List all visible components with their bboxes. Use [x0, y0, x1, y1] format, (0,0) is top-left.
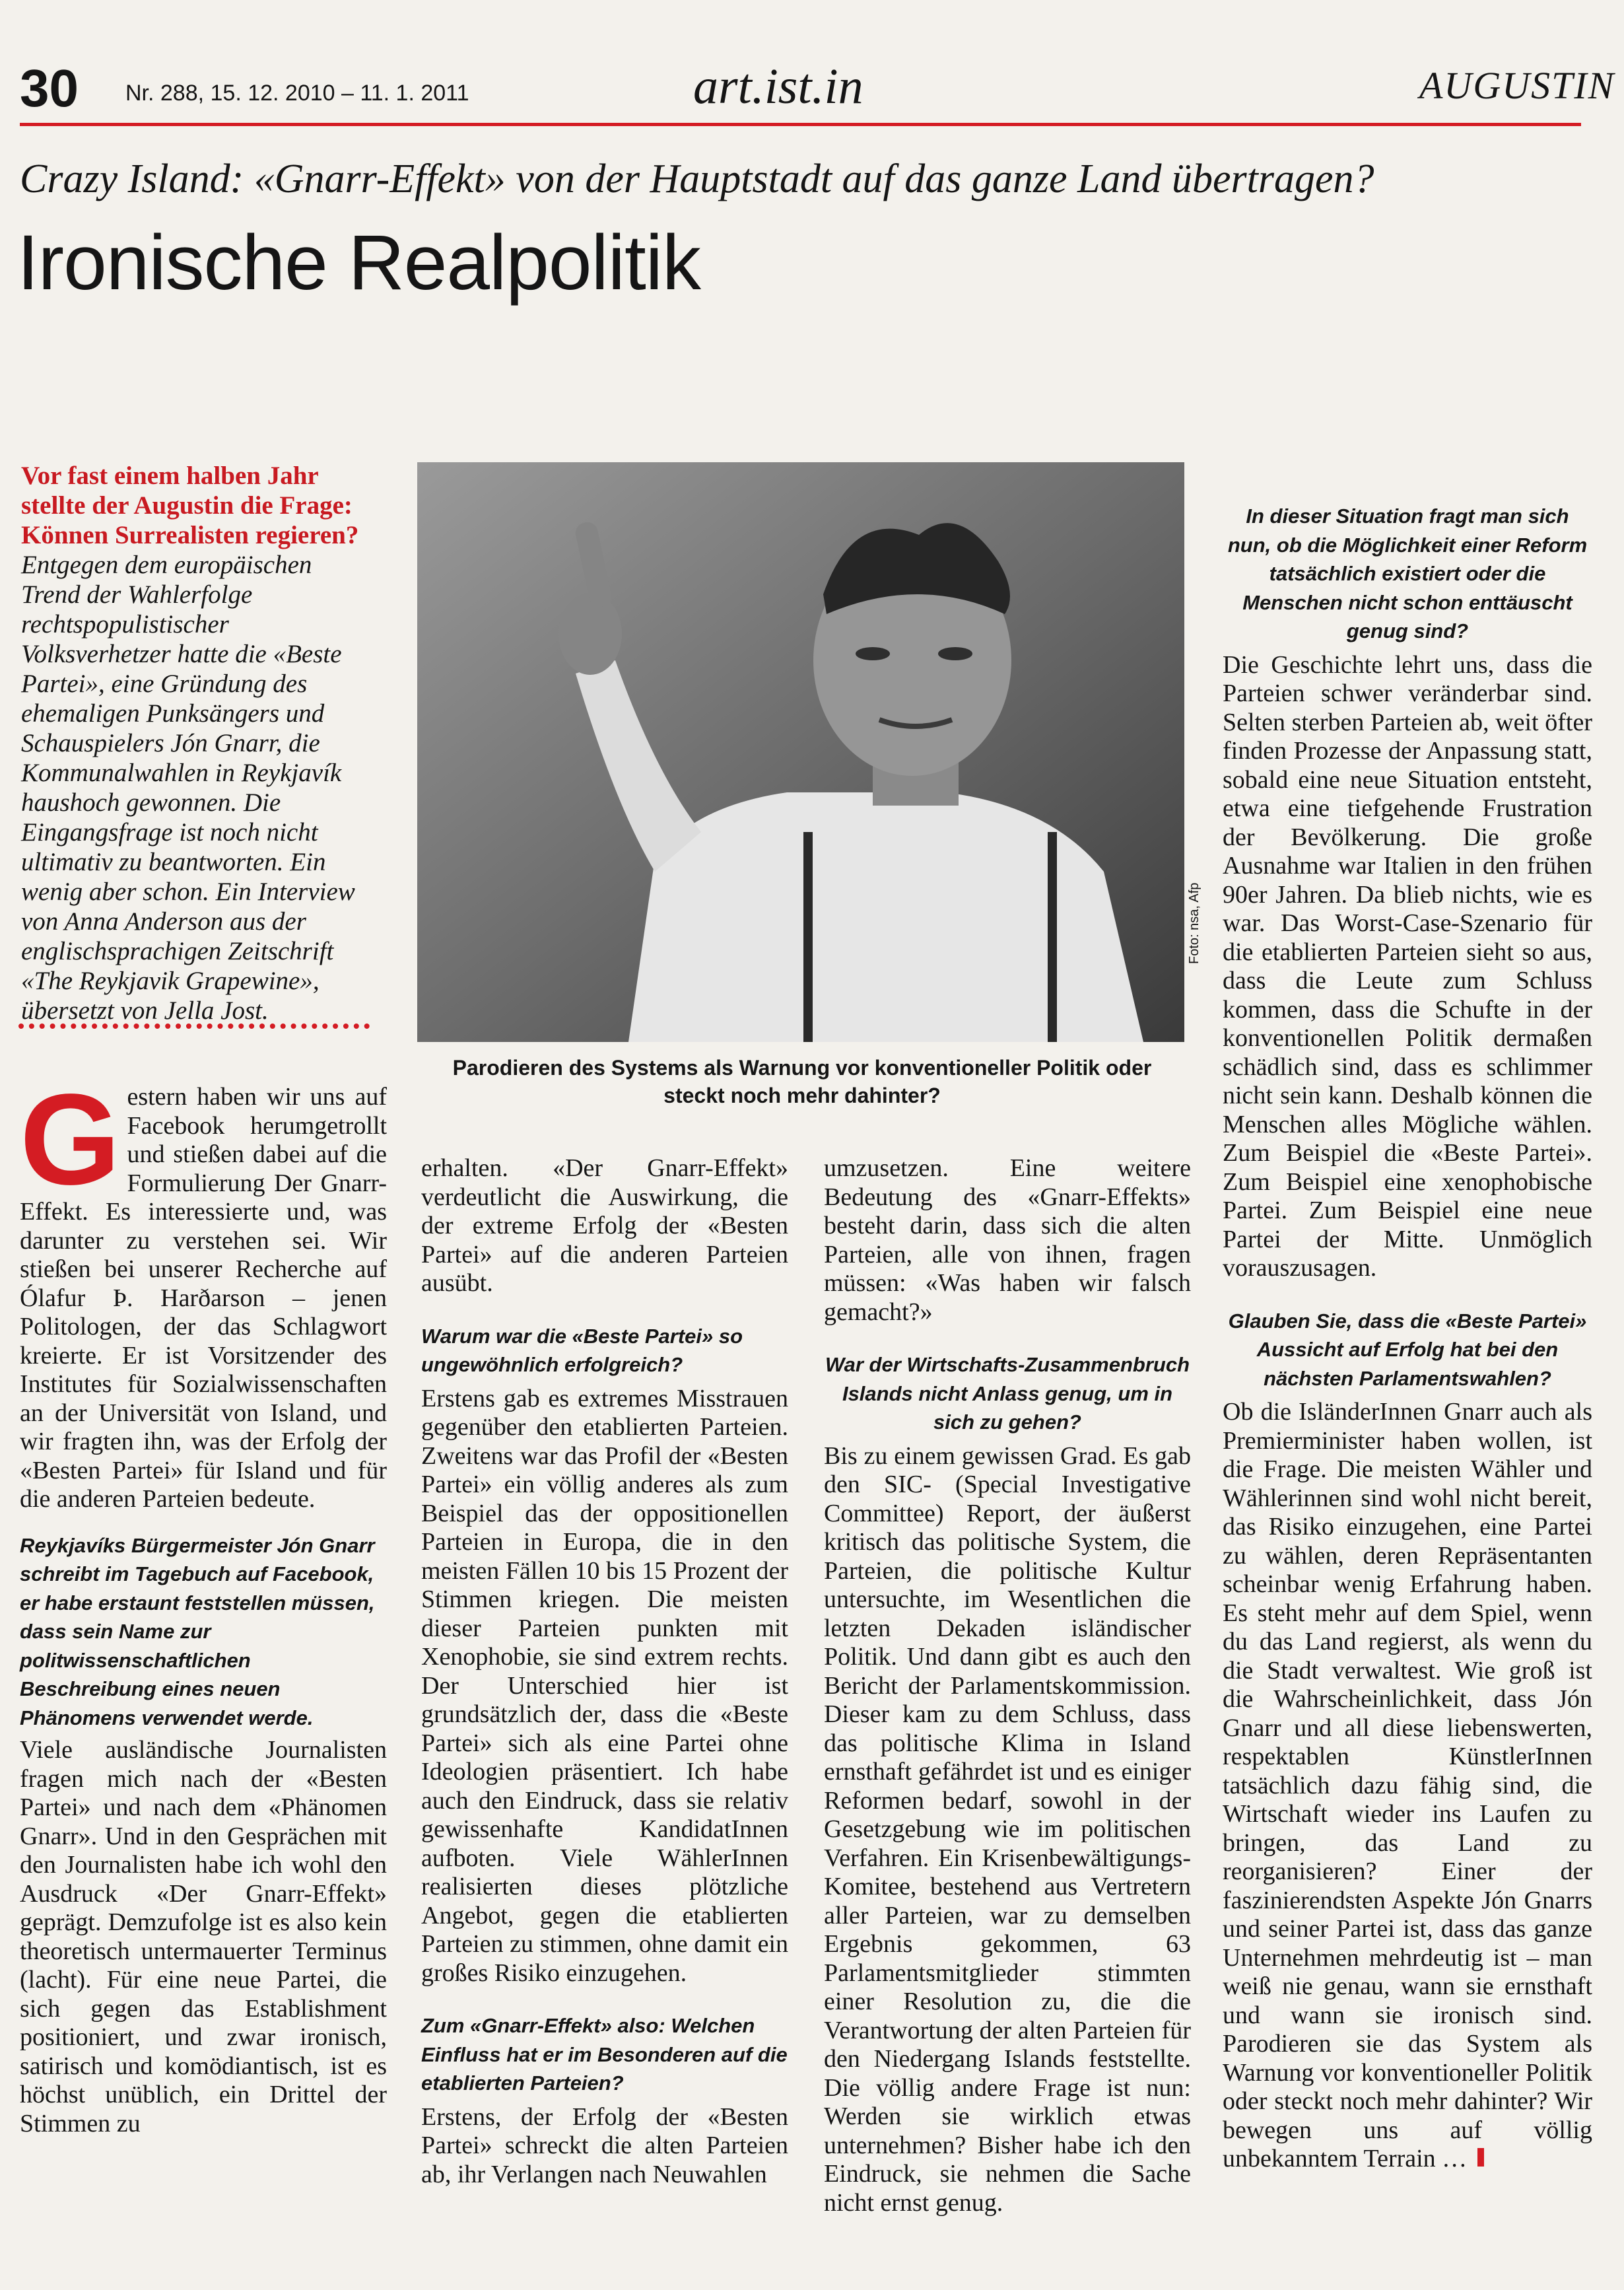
interview-question: Glauben Sie, dass die «Beste Partei» Aussicht auf Erfolg hat bei den nächsten Parlamentswahlen?: [1228, 1309, 1587, 1390]
intro-divider: [18, 1024, 370, 1029]
paragraph: estern haben wir uns auf Facebook herumgetrollt und stießen dabei auf die Formulierung Der Gnarr-Effekt. Es interessierte und, was darunter zu verstehen sei. Wir stießen bei unserer Recherche auf Ólafur Þ. Harðarson – jenen Politologen, der das Schlagwort kreierte. Er ist Vorsitzender des Institutes für Sozialwissenschaften an der Universität von Island, und wir fragten ihn, was der Erfolg der «Besten Partei» für Island und für die anderen Parteien bedeute.: [20, 1083, 387, 1513]
article-column-3: [824, 1154, 1191, 2217]
page-number: 30: [20, 59, 79, 118]
intro-lead: Vor fast einem halben Jahr stellte der Augustin die Frage: Können Surrealisten regieren?: [21, 462, 359, 549]
interview-question: Zum «Gnarr-Effekt» also: Welchen Einfluss hat er im Besonderen auf die etablierten Parteien?: [421, 2014, 788, 2095]
paragraph: Erstens, der Erfolg der «Besten Partei» schreckt die alten Parteien ab, ihr Verlangen nach Neuwahlen: [421, 2102, 788, 2188]
article-column-1: [20, 1067, 387, 2138]
intro-body: Entgegen dem europäischen Trend der Wahlerfolge rechtspopulistischer Volksverhetzer hatte die «Beste Partei», eine Gründung des ehemaligen Punksängers und Schauspielers Jón Gnarr, die Kommunalwahlen in Reykjavík haushoch gewonnen. Die Eingangsfrage ist noch nicht ultimativ zu beantworten. Ein wenig aber schon. Ein Interview von Anna Anderson aus der englischsprachigen Zeitschrift «The Reykjavik Grapewine», übersetzt von Jella Jost.: [21, 551, 355, 1025]
paragraph: [1223, 1398, 1592, 2174]
photo-illustration: [417, 462, 1184, 1042]
interview-question: War der Wirtschafts-Zusammenbruch Islands nicht Anlass genug, um in sich zu gehen?: [825, 1353, 1190, 1434]
section-title: art.ist.in: [693, 59, 863, 114]
interview-question: Warum war die «Beste Partei» so ungewöhnlich erfolgreich?: [421, 1324, 743, 1376]
paragraph: erhalten. «Der Gnarr-Effekt» verdeutlicht die Auswirkung, die der extreme Erfolg der «Besten Partei» auf die anderen Parteien ausübt.: [421, 1154, 788, 1297]
drop-cap: G: [20, 1067, 121, 1212]
photo-credit: Foto: nsa, Afp: [1187, 882, 1201, 964]
paragraph: Bis zu einem gewissen Grad. Es gab den SIC- (Special Investigative Committee) Report, der äußerst kritisch das politische System, die Parteien, die politische Kultur untersuchte, im Wesentlichen die letzten Dekaden isländischer Politik. Und dann gibt es auch den Bericht der Parlamentskommission. Dieser kam zu dem Schluss, dass das politische Klima in Island ernsthaft gefährdet ist und es einiger Reformen bedarf, sowohl in der Gesetzgebung wie im politischen Verfahren. Ein Krisenbewältigungs-Komitee, bestehend aus Vertretern aller Parteien, war zu demselben Ergebnis gekommen, 63 Parlamentsmitglieder stimmten einer Resolution zu, die die Verantwortung der alten Parteien für den Niedergang Islands feststellte. Die völlig andere Frage ist nun: Werden sie wirklich etwas unternehmen? Bisher habe ich den Eindruck, sie nehmen die Sache nicht ernst genug.: [824, 1441, 1191, 2217]
paragraph: Die Geschichte lehrt uns, dass die Parteien schwer veränderbar sind. Selten sterben Parteien ab, weit öfter finden Prozesse der Anpassung statt, sobald eine neue Situation entsteht, etwa eine tiefgehende Frustration der Bevölkerung. Die große Ausnahme war Italien in den frühen 90er Jahren. Da blieb nichts, wie es war. Das Worst-Case-Szenario für die etablierten Parteien sieht so aus, dass die Leute zum Schluss kommen, dass die Schufte in der konventionellen Politik dermaßen schädlich sind, dass es schlimmer nicht sein kann. Deshalb können die Menschen alles Mögliche wählen. Zum Beispiel die «Beste Partei». Zum Beispiel eine xenophobische Partei. Zum Beispiel eine neue Partei der Mitte. Unmöglich vorauszusagen.: [1223, 650, 1592, 1282]
interview-question: In dieser Situation fragt man sich nun, ob die Möglichkeit einer Reform tatsächlich existiert oder die Menschen nicht schon enttäuscht genug sind?: [1227, 504, 1588, 642]
paragraph-text: Ob die IsländerInnen Gnarr auch als Premierminister haben wollen, ist die Frage. Die meisten Wähler und Wählerinnen sind wohl nicht bereit, das Risiko einzugehen, eine Partei zu wählen, deren Repräsentanten scheinbar wenig Erfahrung haben. Es steht mehr auf dem Spiel, wenn du das Land regierst, als wenn du die Stadt verwaltest. Wie groß ist die Wahrscheinlichkeit, dass Jón Gnarr und all diese liebenswerten, respektablen KünstlerInnen tatsächlich dazu fähig sind, die Wirtschaft wieder ins Laufen zu bringen, das Land zu reorganisieren? Einer der faszinierendsten Aspekte Jón Gnarrs und seiner Partei ist, dass das ganze Unternehmen mehrdeutig ist – man weiß nie genau, wann sie ernsthaft und wann sie ironisch sind. Parodieren sie das System als Warnung vor konventioneller Politik oder steckt noch mehr dahinter? Wir bewegen uns auf völlig unbekanntem Terrain …: [1223, 1398, 1592, 2172]
paragraph: Viele ausländische Journalisten fragen mich nach der «Besten Partei» und nach dem «Phänomen Gnarr». Und in den Gesprächen mit den Journalisten habe ich wohl den Ausdruck «Der Gnarr-Effekt» geprägt. Demzufolge ist es also kein theoretisch untermauerter Terminus (lacht). Für eine neue Partei, die sich gegen das Establishment positioniert, und zwar ironisch, satirisch und komödiantisch, ist es höchst unüblich, ein Drittel der Stimmen zu: [20, 1736, 387, 2137]
interview-question: Reykjavíks Bürgermeister Jón Gnarr schreibt im Tagebuch auf Facebook, er habe erstaunt feststellen müssen, dass sein Name zur politwissenschaftlichen Beschreibung eines neuen Phänomens verwendet werde.: [20, 1533, 375, 1729]
issue-info: Nr. 288, 15. 12. 2010 – 11. 1. 2011: [125, 81, 469, 106]
headline: Ironische Realpolitik: [17, 219, 700, 306]
header-rule: [20, 123, 1581, 126]
intro-text: [21, 461, 368, 1025]
article-photo: [417, 462, 1184, 1042]
kicker: Crazy Island: «Gnarr-Effekt» von der Hauptstadt auf das ganze Land übertragen?: [20, 156, 1374, 201]
article-column-4: [1223, 502, 1592, 2174]
article-column-2: [421, 1154, 788, 2189]
photo-caption: Parodieren des Systems als Warnung vor konventioneller Politik oder steckt noch mehr dahinter?: [452, 1056, 1152, 1107]
paragraph: umzusetzen. Eine weitere Bedeutung des «Gnarr-Effekts» besteht darin, dass sich die alten Parteien, alle von ihnen, fragen müssen: «Was haben wir falsch gemacht?»: [824, 1154, 1191, 1326]
end-mark: [1477, 2148, 1484, 2167]
publication-logo: AUGUSTIN: [1419, 64, 1615, 107]
paragraph: Erstens gab es extremes Misstrauen gegenüber den etablierten Parteien. Zweitens war das Profil der «Besten Partei» ein völlig anderes als zum Beispiel das der oppositionellen Parteien in Europa, die in den meisten Fällen 10 bis 15 Prozent der Stimmen kriegen. Die meisten dieser Parteien punkten mit Xenophobie, sie sind extrem rechts. Der Unterschied hier ist grundsätzlich der, dass die «Beste Partei» sich als eine Partei ohne Ideologien präsentiert. Ich habe auch den Eindruck, dass sie relativ gewissenhafte KandidatInnen aufboten. Viele WählerInnen realisierten dieses plötzliche Angebot, gegen die etablierten Parteien zu stimmen, ohne damit ein großes Risiko einzugehen.: [421, 1384, 788, 1987]
